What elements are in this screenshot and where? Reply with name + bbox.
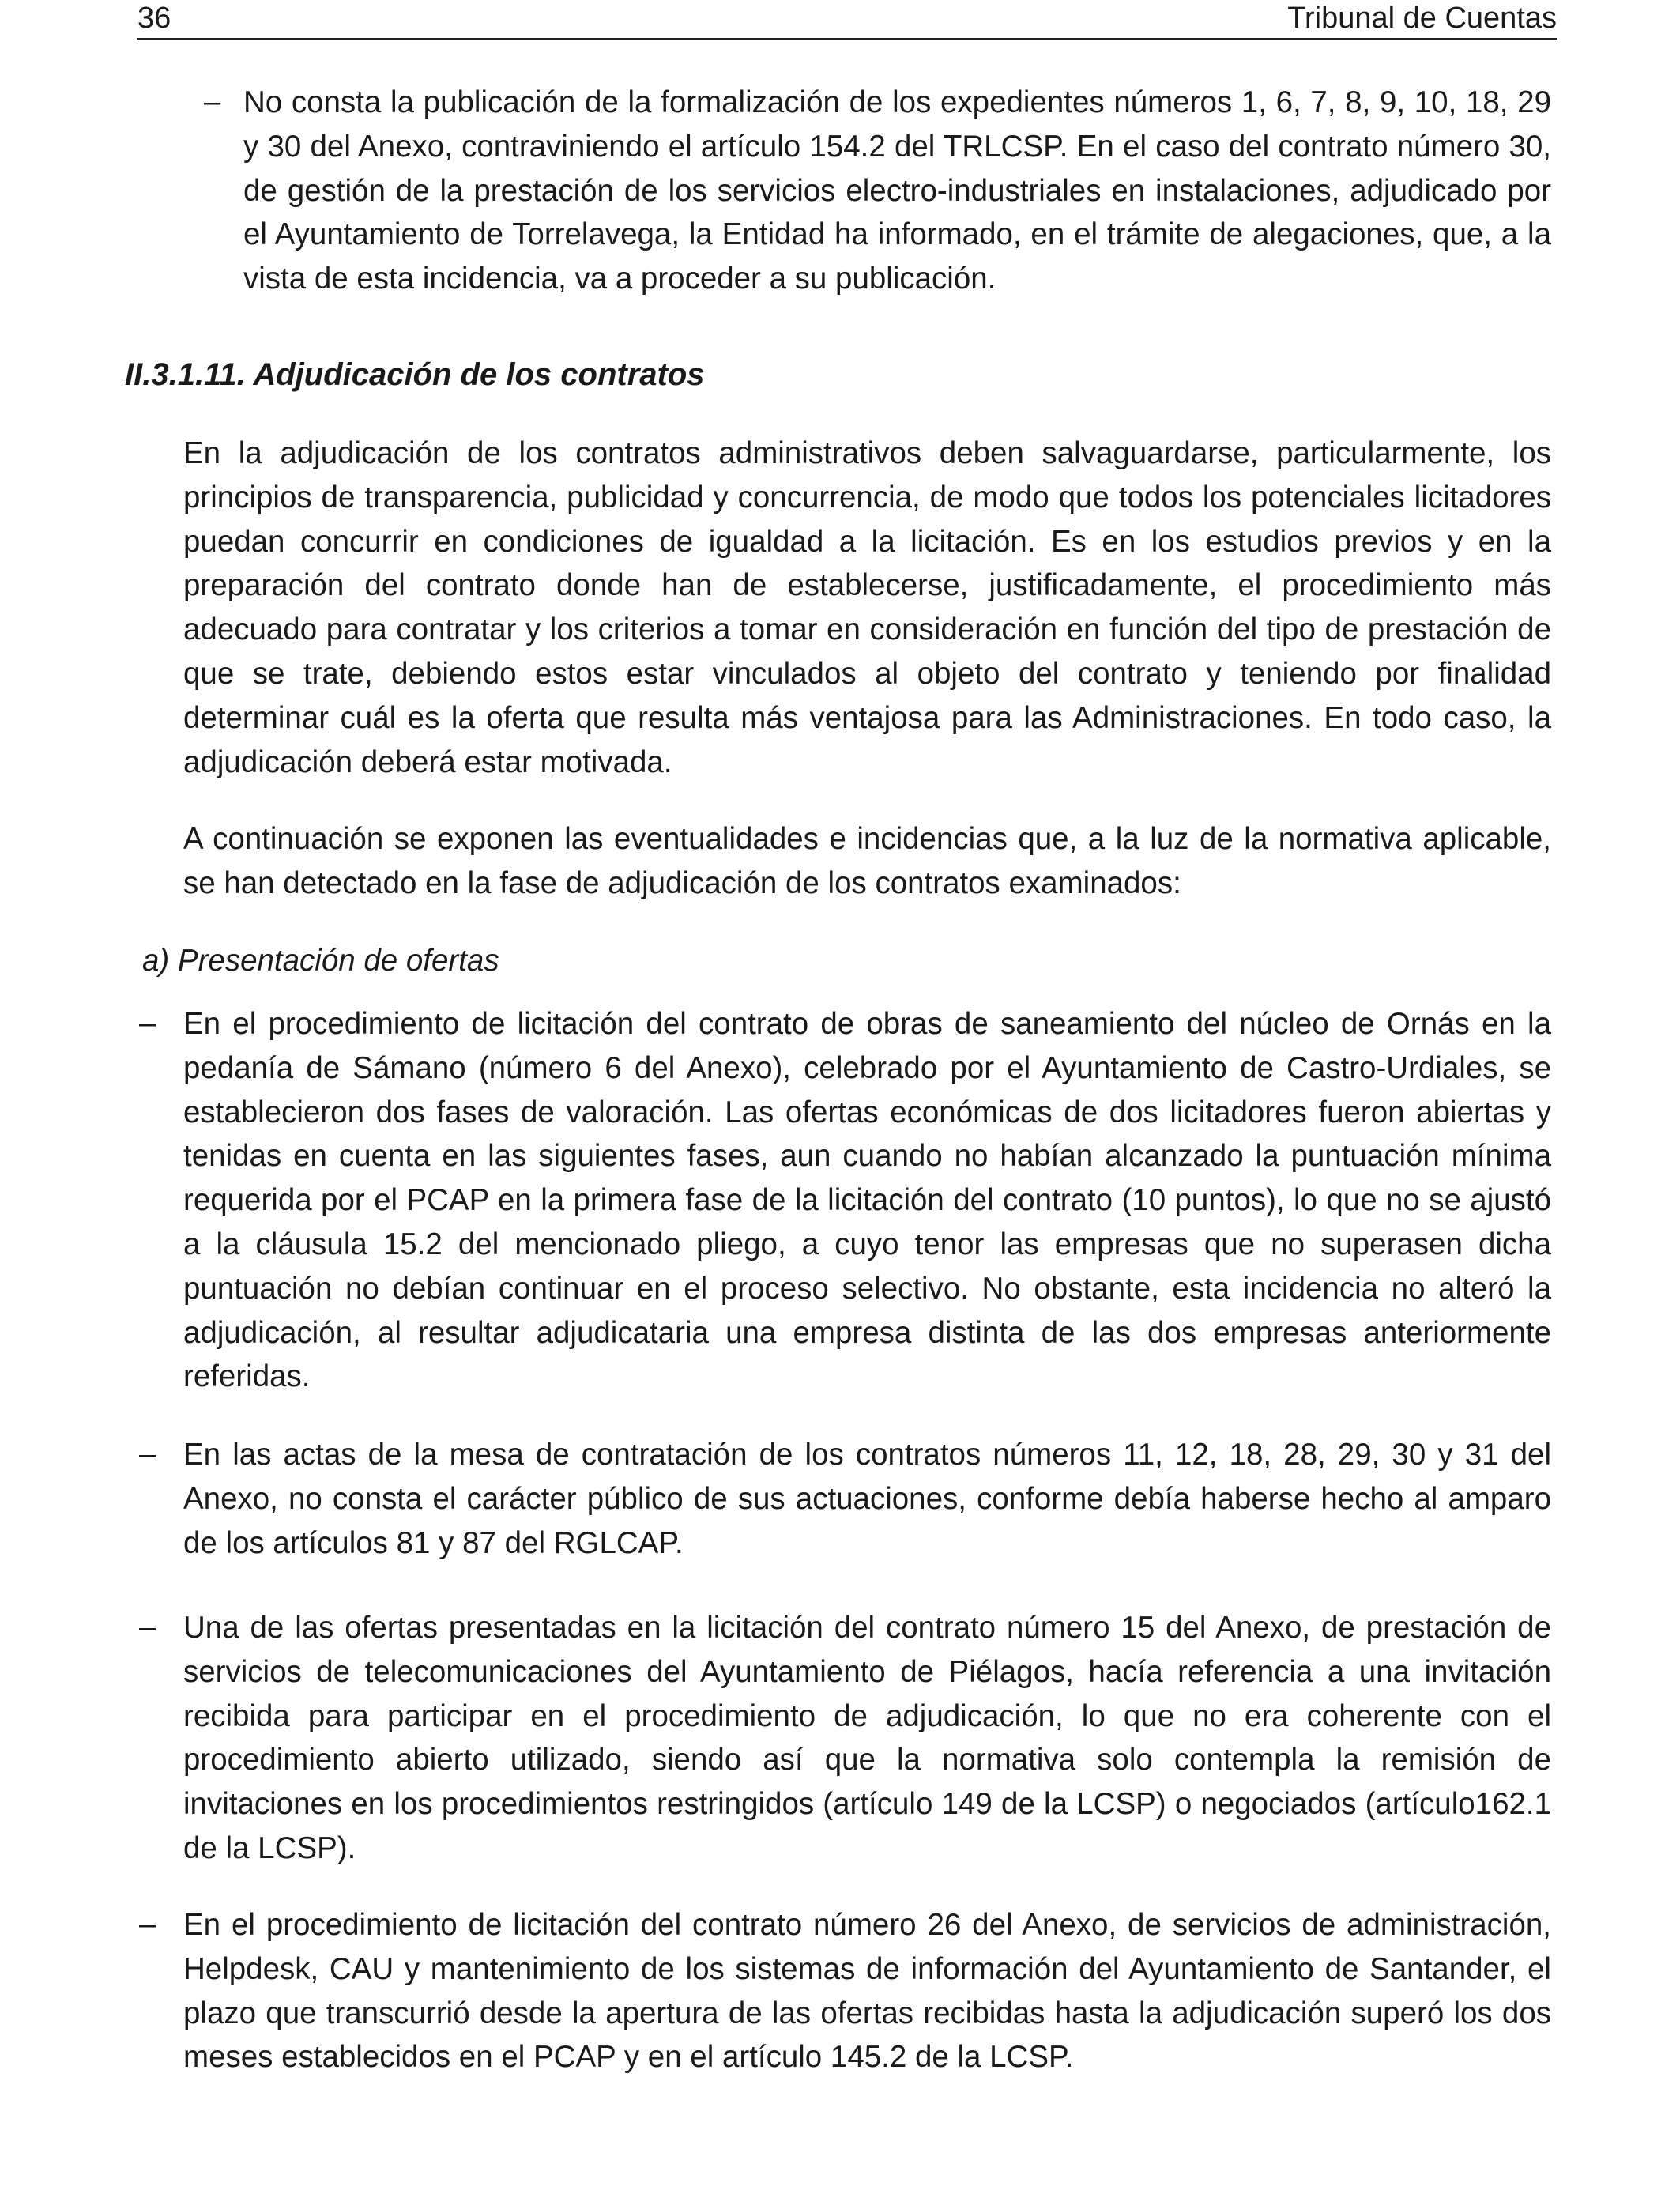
top-item-text: No consta la publicación de la formalización de los expedientes números 1, 6, 7, 8, 9, 10, 18, 29 y 30 del Anexo, contraviniendo el artículo 154.2 del TRLCSP. En el caso del contrato número 30, de gestión de la prestación de los servicios electro-industriales en instalaciones, adjudicado por el Ayuntamiento de Torrelavega, la Entidad ha informado, en el trámite de alegaciones, que, a la vista de esta incidencia, va a proceder a su publicación. (243, 85, 1551, 296)
list-item-text: En las actas de la mesa de contratación de los contratos números 11, 12, 18, 28, 29, 30 y 31 del Anexo, no consta el carácter público de sus actuaciones, conforme debía haberse hecho al amparo de los artículos 81 y 87 del RGLCAP. (183, 1438, 1551, 1560)
list-item-text: Una de las ofertas presentadas en la licitación del contrato número 15 del Anexo, de prestación de servicios de telecomunicaciones del Ayuntamiento de Piélagos, hacía referencia a una invitación recibida para participar en el procedimiento de adjudicación, lo que no era coherente con el procedimiento abierto utilizado, siendo así que la normativa solo contempla la remisión de invitaciones en los procedimientos restringidos (artículo 149 de la LCSP) o negociados (artículo162.1 de la LCSP). (183, 1611, 1551, 1865)
paragraph-continuation: A continuación se exponen las eventualidades e incidencias que, a la luz de la normativa aplicable, se han detectado en la fase de adjudicación de los contratos examinados: (183, 822, 1551, 900)
dash-bullet: – (139, 1908, 156, 1941)
dash-bullet: – (139, 1611, 156, 1644)
paragraph-intro: En la adjudicación de los contratos administrativos deben salvaguardarse, particularmente, los principios de transparencia, publicidad y concurrencia, de modo que todos los potenciales licitadores puedan concurrir en condiciones de igualdad a la licitación. Es en los estudios previos y en la preparación del contrato donde han de establecerse, justificadamente, el procedimiento más adecuado para contratar y los criterios a tomar en consideración en función del tipo de prestación de que se trate, debiendo estos estar vinculados al objeto del contrato y teniendo por finalidad determinar cuál es la oferta que resulta más ventajosa para las Administraciones. En todo caso, la adjudicación deberá estar motivada. (183, 436, 1551, 779)
dash-bullet: – (139, 1438, 156, 1471)
publisher-name: Tribunal de Cuentas (1287, 2, 1557, 35)
dash-bullet: – (204, 85, 221, 119)
page-header (137, 0, 1557, 40)
list-item-text: En el procedimiento de licitación del contrato número 26 del Anexo, de servicios de administración, Helpdesk, CAU y mantenimiento de los sistemas de información del Ayuntamiento de Santander, el plazo que transcurrió desde la apertura de las ofertas recibidas hasta la adjudicación superó los dos meses establecidos en el PCAP y en el artículo 145.2 de la LCSP. (183, 1908, 1551, 2075)
list-item-text: En el procedimiento de licitación del contrato de obras de saneamiento del núcleo de Ornás en la pedanía de Sámano (número 6 del Anexo), celebrado por el Ayuntamiento de Castro-Urdiales, se establecieron dos fases de valoración. Las ofertas económicas de dos licitadores fueron abiertas y tenidas en cuenta en las siguientes fases, aun cuando no habían alcanzado la puntuación mínima requerida por el PCAP en la primera fase de la licitación del contrato (10 puntos), lo que no se ajustó a la cláusula 15.2 del mencionado pliego, a cuyo tenor las empresas que no superasen dicha puntuación no debían continuar en el proceso selectivo. No obstante, esta incidencia no alteró la adjudicación, al resultar adjudicataria una empresa distinta de las dos empresas anteriormente referidas. (183, 1007, 1551, 1394)
section-heading: II.3.1.11. Adjudicación de los contratos (125, 357, 705, 392)
subsection-heading: a) Presentación de ofertas (142, 944, 499, 978)
page-number: 36 (137, 2, 171, 35)
dash-bullet: – (139, 1007, 156, 1040)
